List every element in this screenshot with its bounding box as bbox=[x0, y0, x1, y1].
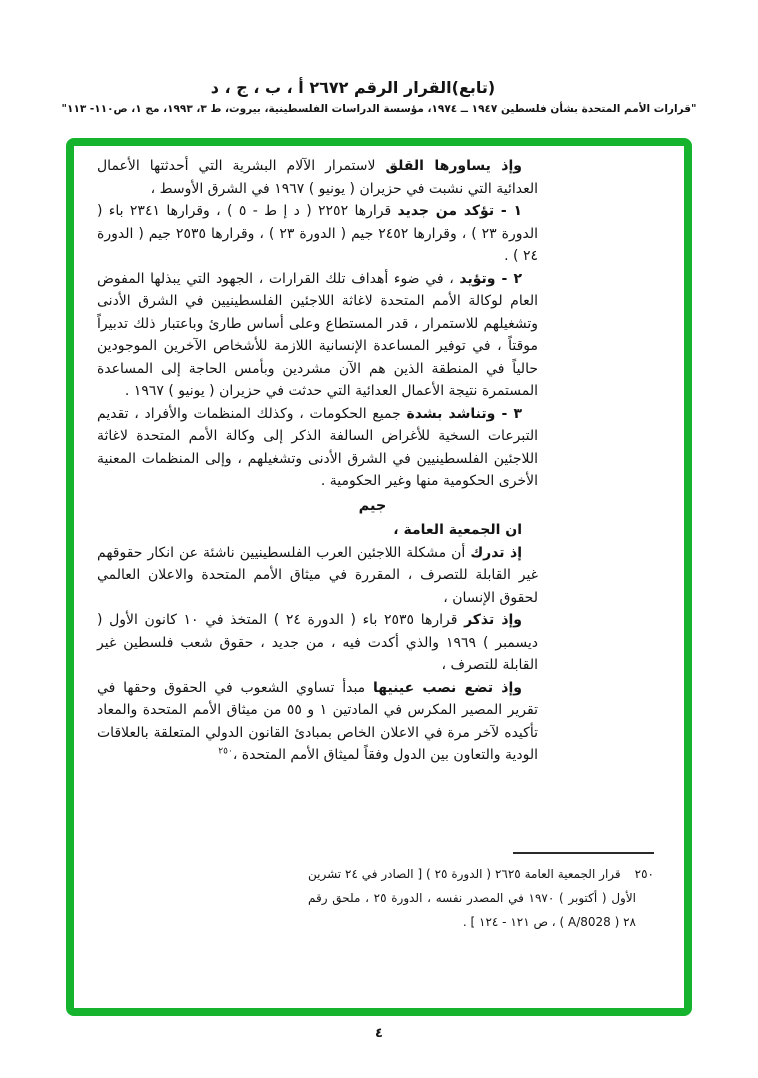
footnote-body bbox=[308, 862, 654, 934]
paragraph-bearing-in-mind bbox=[97, 677, 538, 767]
paragraph-lead: وإذ تضع نصب عينيها bbox=[372, 679, 522, 696]
paragraph-operative-1 bbox=[97, 200, 538, 268]
paragraph-lead: ٣ - وتناشد بشدة bbox=[406, 405, 522, 422]
paragraph-rest: ، في ضوء أهداف تلك القرارات ، الجهود التي يبذلها المفوض العام لوكالة الأمم المتحدة لاغاثة اللاجئين الفلسطينيين في الشرق الأدنى وتشغيلهم للاستمرار ، قدر المستطاع وعلى أساس طارئ وباعتبار ذلك تدبيراً موقتاً ، في توفير المساعدة الإنسانية اللازمة للأشخاص الآخرين الموجودين حالياً في المنطقة الذين هم الآن مشردين وبأمس الحاجة إلى المساعدة المستمرة نتيجة الأعمال العدائية التي حدثت في حزيران ( يونيو ) ١٩٦٧ . bbox=[97, 270, 538, 399]
footnote-text: قرار الجمعية العامة ٢٦٢٥ ( الدورة ٢٥ ) [ الصادر في ٢٤ تشرين الأول ( أكتوبر ) ١٩٧٠ في المصدر نفسه ، الدورة ٢٥ ، ملحق رقم ٢٨ ( A/8028 ) ، ص ١٢١ - ١٢٤ ] . bbox=[308, 867, 637, 929]
footnote-block bbox=[308, 852, 654, 934]
paragraph-rest: قرارها ٢٥٣٥ باء ( الدورة ٢٤ ) المتخذ في ١٠ كانون الأول ( ديسمبر ) ١٩٦٩ والذي أكدت فيه ، من جديد ، حقوق شعب فلسطين غير القابلة للتصرف ، bbox=[97, 612, 539, 673]
paragraph-lead: ١ - تؤكد من جديد bbox=[397, 203, 522, 219]
paragraph-preamble bbox=[97, 155, 538, 200]
paragraph-rest: جميع الحكومات ، وكذلك المنظمات والأفراد ، تقديم التبرعات السخية للأغراض السالفة الذكر إلى وكالة الأمم المتحدة لاغاثة اللاجئين الفلسطينيين في الشرق الأدنى وتشغيلهم ، وإلى المنظمات المعنية الأخرى الحكومية منها وغير الحكومية . bbox=[97, 405, 538, 489]
paragraph-operative-2 bbox=[97, 268, 538, 403]
footnote-reference-marker: ٢٥٠ bbox=[218, 746, 233, 757]
paragraph-lead: وإذ تذكر bbox=[464, 612, 523, 628]
paragraph-lead: ٢ - وتؤيد bbox=[459, 270, 522, 287]
page-number: ٤ bbox=[375, 1026, 383, 1041]
paragraph-rest: مبدأ تساوي الشعوب في الحقوق وحقها في تقرير المصير المكرس في المادتين ١ و ٥٥ من ميثاق الأمم المتحدة والمعاد تأكيده لآخر مرة في الاعلان الخاص بمبادئ القانون الدولي المتعلقة بالعلاقات الودية والتعاون بين الدول وفقاً لميثاق الأمم المتحدة ، bbox=[97, 679, 538, 763]
resolution-title: (تابع)القرار الرقم ٢٦٧٢ أ ، ب ، ج ، د bbox=[210, 78, 496, 97]
footnote-number: ٢٥٠ bbox=[634, 867, 654, 881]
paragraph-lead: وإذ يساورها القلق bbox=[385, 158, 522, 174]
paragraph-rest: قرارها ٢٢٥٢ ( د إ ط - ٥ ) ، وقرارها ٢٣٤١ باء ( الدورة ٢٣ ) ، وقرارها ٢٤٥٢ جيم ( الدورة ٢٣ ) ، وقرارها ٢٥٣٥ جيم ( الدورة ٢٤ ) . bbox=[97, 203, 538, 264]
resolution-text-body bbox=[97, 155, 538, 767]
paragraph-rest: أن مشكلة اللاجئين العرب الفلسطينيين ناشئة عن انكار حقوقهم غير القابلة للتصرف ، المقررة في ميثاق الأمم المتحدة والاعلان العالمي لحقوق الإنسان ، bbox=[97, 544, 538, 606]
paragraph-general-assembly bbox=[97, 519, 538, 542]
footnote-separator-rule bbox=[513, 852, 654, 854]
paragraph-rest: لاستمرار الآلام البشرية التي أحدثتها الأعمال العدائية التي نشبت في حزيران ( يونيو ) ١٩٦٧ في الشرق الأوسط ، bbox=[97, 158, 538, 197]
section-heading-jim: جيم bbox=[358, 497, 387, 514]
paragraph-recalling bbox=[97, 609, 538, 677]
paragraph-lead: إذ تدرك bbox=[470, 544, 522, 561]
paragraph-operative-3 bbox=[97, 403, 538, 493]
paragraph-lead: ان الجمعية العامة ، bbox=[393, 522, 522, 538]
paragraph-recognizing bbox=[97, 542, 538, 610]
source-citation: "قرارات الأمم المتحدة بشأن فلسطين ١٩٤٧ ــ ١٩٧٤، مؤسسة الدراسات الفلسطينية، بيروت، ط ٣، ١٩٩٣، مج ١، ص١١٠- ١١٣" bbox=[61, 103, 697, 115]
